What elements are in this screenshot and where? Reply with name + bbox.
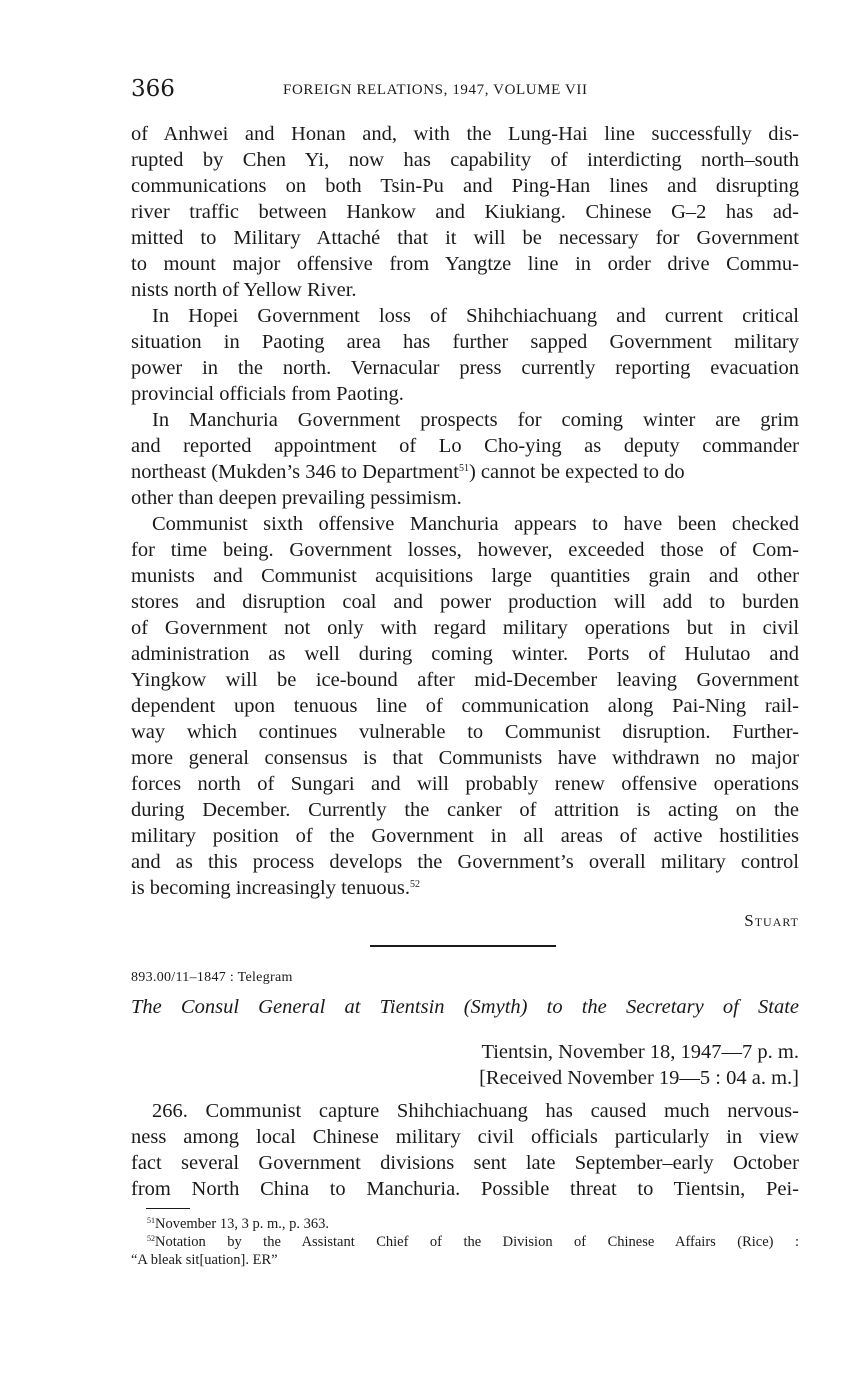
footnote-51 [131,1216,799,1234]
text-segment: ) cannot be expected to do [468,461,685,483]
text-line: stores and disruption coal and power production will add to burden [131,591,799,613]
dateline: Tientsin, November 18, 1947—7 p. m. [481,1041,799,1063]
text-line: river traffic between Hankow and Kiukiang. Chinese G–2 has ad- [131,201,799,223]
text-line: military position of the Government in all areas of active hostilities [131,825,799,847]
paragraph-4 [131,511,799,901]
text-line: and reported appointment of Lo Cho-ying as deputy commander [131,435,799,457]
document-title: The Consul General at Tientsin (Smyth) to the Secretary of State [131,996,799,1018]
running-head: FOREIGN RELATIONS, 1947, VOLUME VII [283,82,588,98]
text-line: from North China to Manchuria. Possible threat to Tientsin, Pei- [131,1178,799,1200]
footnote-52 [131,1234,799,1252]
text-line: 266. Communist capture Shihchiachuang has caused much nervous- [152,1100,799,1122]
text-segment: northeast (Mukden’s 346 to Department [131,461,459,483]
text-line: provincial officials from Paoting. [131,383,404,405]
page-number: 366 [131,76,175,102]
text-line: ness among local Chinese military civil officials particularly in view [131,1126,799,1148]
paragraph-1 [131,121,799,303]
footnote-mark: 51 [147,1216,155,1225]
text-line-with-footnote [131,875,799,901]
text-line: other than deepen prevailing pessimism. [131,487,462,509]
text-line: situation in Paoting area has further sapped Government military [131,331,799,353]
text-line: during December. Currently the canker of attrition is acting on the [131,799,799,821]
footnote-mark: 52 [147,1234,155,1243]
text-line-with-footnote [131,459,799,485]
signature: Stuart [744,911,799,930]
footnote-52-continuation: “A bleak sit[uation]. ER” [131,1252,278,1268]
document-id: 893.00/11–1847 : Telegram [131,970,293,985]
footnote-divider [146,1208,190,1209]
footnote-ref: 51 [458,463,469,474]
text-line: nists north of Yellow River. [131,279,357,301]
section-divider [370,945,556,947]
text-line: rupted by Chen Yi, now has capability of interdicting north–south [131,149,799,171]
telegram-body [131,1098,799,1202]
text-line: way which continues vulnerable to Communist disruption. Further- [131,721,799,743]
text-line: In Hopei Government loss of Shihchiachuang and current critical [152,305,799,327]
footnote-ref: 52 [409,879,420,890]
text-line: and as this process develops the Government’s overall military control [131,851,799,873]
text-line: communications on both Tsin-Pu and Ping-Han lines and disrupting [131,175,799,197]
text-line: fact several Government divisions sent late September–early October [131,1152,799,1174]
footnote-text: November 13, 3 p. m., p. 363. [155,1216,329,1232]
page-header [131,76,801,108]
text-line: administration as well during coming winter. Ports of Hulutao and [131,643,799,665]
footnote-text: Notation by the Assistant Chief of the Division of Chinese Affairs (Rice) : [155,1234,799,1250]
paragraph-2 [131,303,799,407]
text-line: dependent upon tenuous line of communication along Pai-Ning rail- [131,695,799,717]
text-line: mitted to Military Attaché that it will be necessary for Government [131,227,799,249]
text-line: In Manchuria Government prospects for coming winter are grim [152,409,799,431]
received-line: [Received November 19—5 : 04 a. m.] [479,1067,799,1089]
text-line: of Anhwei and Honan and, with the Lung-Hai line successfully dis- [131,123,799,145]
text-line: to mount major offensive from Yangtze line in order drive Commu- [131,253,799,275]
text-line: for time being. Government losses, however, exceeded those of Com- [131,539,799,561]
text-line: munists and Communist acquisitions large quantities grain and other [131,565,799,587]
text-line: forces north of Sungari and will probably renew offensive operations [131,773,799,795]
paragraph-3 [131,407,799,511]
text-segment: is becoming increasingly tenuous. [131,877,410,899]
text-line: power in the north. Vernacular press currently reporting evacuation [131,357,799,379]
footnotes [131,1216,799,1269]
text-line: Communist sixth offensive Manchuria appears to have been checked [152,513,799,535]
text-line: more general consensus is that Communists have withdrawn no major [131,747,799,769]
text-line: Yingkow will be ice-bound after mid-December leaving Government [131,669,799,691]
text-line: of Government not only with regard military operations but in civil [131,617,799,639]
